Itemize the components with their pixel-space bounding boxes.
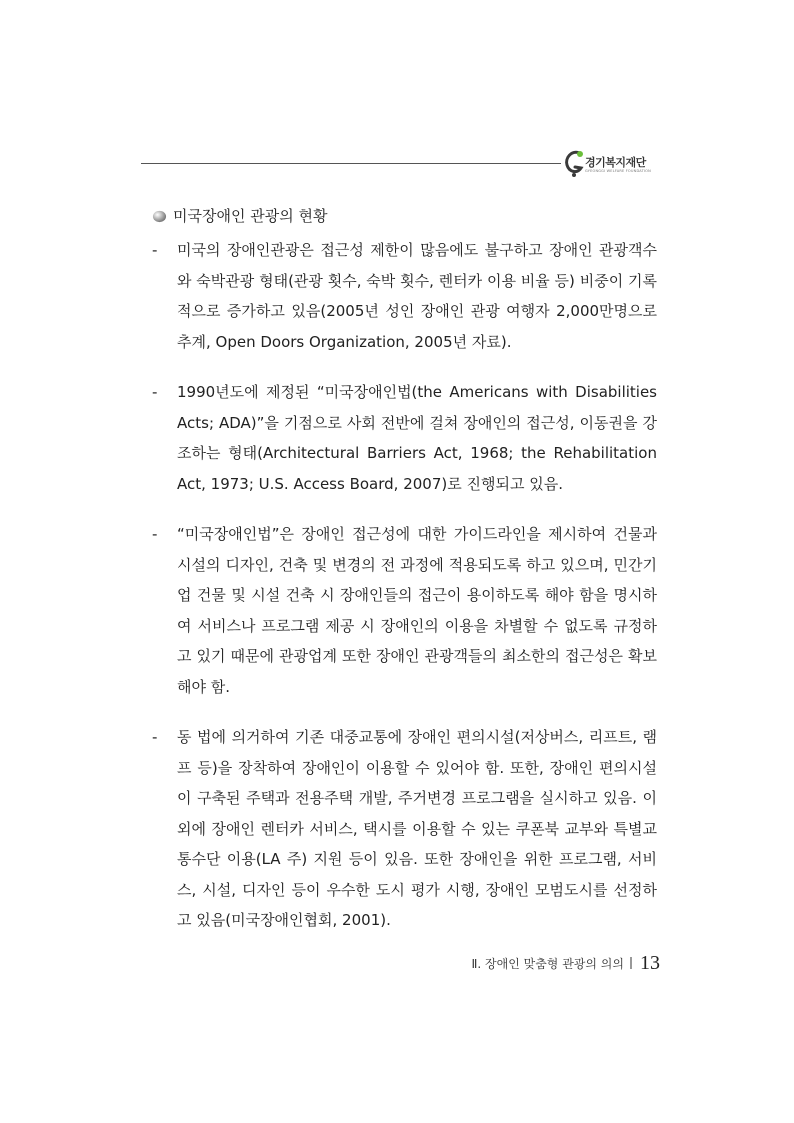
- paragraph: 동 법에 의거하여 기존 대중교통에 장애인 편의시설(저상버스, 리프트, 램프 등)을 장착하여 장애인이 이용할 수 있어야 함. 또한, 장애인 편의시설이 구축된 주택과 전용주택 개발, 주거변경 프로그램을 실시하고 있음. 이 외에 장애인 렌터카 서비스, 택시를 이용할 수 있는 쿠폰북 교부와 특별교통수단 이용(LA 주) 지원 등이 있음. 또한 장애인을 위한 프로그램, 서비스, 시설, 디자인 등이 우수한 도시 평가 시행, 장애인 모범도시를 선정하고 있음(미국장애인협회, 2001).: [177, 728, 657, 929]
- list-item: [152, 722, 657, 936]
- header-rule: [141, 163, 561, 164]
- org-name: 경기복지재단: [585, 156, 646, 169]
- list-item: [152, 235, 657, 357]
- sphere-bullet-icon: [152, 208, 167, 223]
- org-subtitle: GYEONGGI WELFARE FOUNDATION: [585, 169, 651, 173]
- page-footer: [440, 951, 660, 975]
- paragraph: “미국장애인법”은 장애인 접근성에 대한 가이드라인을 제시하여 건물과 시설의 디자인, 건축 및 변경의 전 과정에 적용되도록 하고 있으며, 민간기업 건물 및 시설 건축 시 장애인들의 접근이 용이하도록 해야 함을 명시하여 서비스나 프로그램 제공 시 장애인의 이용을 차별할 수 없도록 규정하고 있기 때문에 관광업계 또한 장애인 관광객들의 최소한의 접근성은 확보해야 함.: [177, 525, 657, 696]
- foundation-logo: [563, 148, 663, 180]
- section-heading: [152, 203, 657, 227]
- dash-marker: -: [152, 525, 158, 543]
- document-body: [152, 203, 657, 956]
- dash-marker: -: [152, 383, 158, 401]
- dash-marker: -: [152, 241, 158, 259]
- section-title: 미국장애인 관광의 현황: [173, 206, 328, 225]
- chapter-title: Ⅱ. 장애인 맞춤형 관광의 의의: [471, 956, 624, 971]
- footer-divider: [630, 957, 632, 969]
- foundation-logo-icon: [563, 148, 585, 178]
- paragraph: 미국의 장애인관광은 접근성 제한이 많음에도 불구하고 장애인 관광객수와 숙박관광 형태(관광 횟수, 숙박 횟수, 렌터카 이용 비율 등) 비중이 기록적으로 증가하고 있음(2005년 성인 장애인 관광 여행자 2,000만명으로 추계, Open Doors Organization, 2005년 자료).: [177, 241, 657, 351]
- dash-marker: -: [152, 728, 158, 746]
- page-number: 13: [640, 951, 660, 974]
- list-item: [152, 519, 657, 702]
- paragraph: 1990년도에 제정된 “미국장애인법(the Americans with Disabilities Acts; ADA)”을 기점으로 사회 전반에 걸쳐 장애인의 접근성, 이동권을 강조하는 형태(Architectural Barriers Act, 1968; the Rehabilitation Act, 1973; U.S. Access Board, 2007)로 진행되고 있음.: [177, 383, 657, 493]
- list-item: [152, 377, 657, 499]
